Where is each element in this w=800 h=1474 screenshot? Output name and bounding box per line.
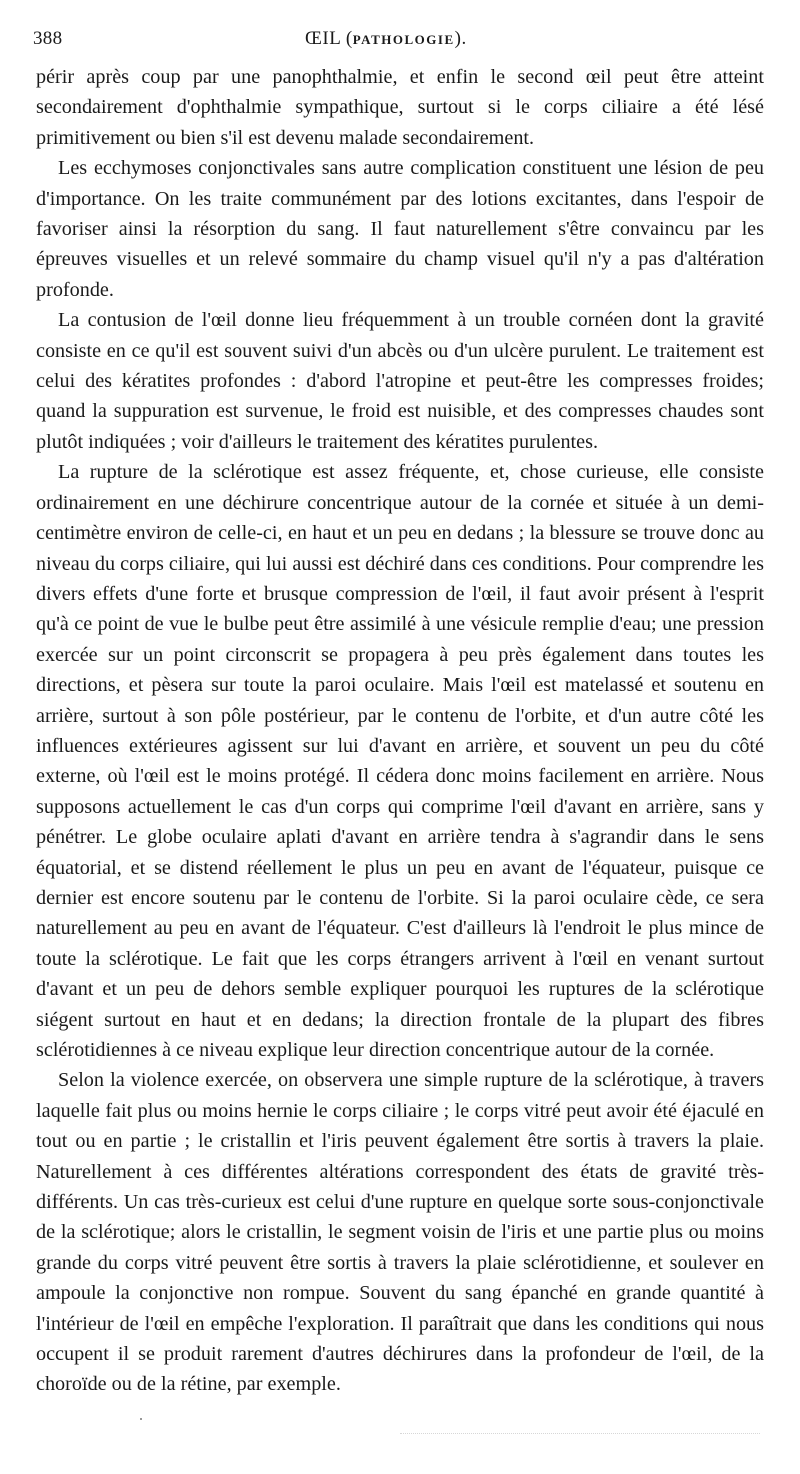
running-head-subtitle: PATHOLOGIE (352, 32, 455, 47)
paragraph-continuation: périr après coup par une panophthalmie, et enfin le second œil peut être atteint secondairement d'ophthalmie sympathique, surtout si le corps ciliaire a été lésé primitivement ou bien s'il est devenu malade secondairement. (36, 66, 764, 149)
running-head (305, 28, 467, 50)
paragraph-contusion: La contusion de l'œil donne lieu fréquemment à un trouble cornéen dont la gravité consiste en ce qu'il est souvent suivi d'un abcès ou d'un ulcère purulent. Le traitement est celui des kératites profondes : d'abord l'atropine et peut-être les compresses froides; quand la suppuration est survenue, le froid est nuisible, et des compresses chaudes sont plutôt indiquées ; voir d'ailleurs le traitement des kératites purulentes. (36, 309, 764, 453)
print-speck (140, 1418, 142, 1420)
paragraph-rupture-sclerotique: La rupture de la sclérotique est assez fréquente, et, chose curieuse, elle consiste ordinairement en une déchirure concentrique autour de la cornée et située à un demi-centimètre environ de celle-ci, en haut et un peu en dedans ; la blessure se trouve donc au niveau du corps ciliaire, qui lui aussi est déchiré dans ces conditions. Pour comprendre les divers effets d'une forte et brusque compression de l'œil, il faut avoir présent à l'esprit qu'à ce point de vue le bulbe peut être assimilé à une vésicule remplie d'eau; une pression exercée sur un point circonscrit se propagera à peu près également dans toutes les directions, et pèsera sur toute la paroi oculaire. Mais l'œil est matelassé et soutenu en arrière, surtout à son pôle postérieur, par le contenu de l'orbite, et d'un autre côté les influences extérieures agissent sur lui d'avant en arrière, et souvent un peu du côté externe, où l'œil est le moins protégé. Il cédera donc moins facilement en arrière. Nous supposons actuellement le cas d'un corps qui comprime l'œil d'avant en arrière, sans y pénétrer. Le globe oculaire aplati d'avant en arrière tendra à s'agrandir dans le sens équatorial, et se distend réellement le plus un peu en avant de l'équateur, puisque ce dernier est encore soutenu par le contenu de l'orbite. Si la paroi oculaire cède, ce sera naturellement au peu en avant de l'équateur. C'est d'ailleurs là l'endroit le plus mince de toute la sclérotique. Le fait que les corps étrangers arrivent à l'œil en venant surtout d'avant et un peu de dehors semble expliquer pourquoi les ruptures de la sclérotique siégent surtout en haut et en dedans; la direction frontale de la plupart des fibres sclérotidiennes à ce niveau explique leur direction concentrique autour de la cornée. (36, 461, 764, 1061)
running-head-close: ). (454, 28, 467, 49)
page-number: 388 (33, 28, 63, 49)
running-head-title: ŒIL ( (305, 28, 353, 49)
body-text (36, 62, 764, 1400)
bleed-through-marks (400, 1433, 760, 1440)
page-header (33, 28, 761, 56)
paragraph-ecchymoses: Les ecchymoses conjonctivales sans autre complication constituent une lésion de peu d'importance. On les traite communément par des lotions excitantes, dans l'espoir de favoriser ainsi la résorption du sang. Il faut naturellement s'être convaincu par les épreuves visuelles et un relevé sommaire du champ visuel qu'il n'y a pas d'altération profonde. (36, 157, 764, 301)
paragraph-violence: Selon la violence exercée, on observera une simple rupture de la sclérotique, à travers laquelle fait plus ou moins hernie le corps ciliaire ; le corps vitré peut avoir été éjaculé en tout ou en partie ; le cristallin et l'iris peuvent également être sortis à travers la plaie. Naturellement à ces différentes altérations correspondent des états de gravité très-différents. Un cas très-curieux est celui d'une rupture en quelque sorte sous-conjonctivale de la sclérotique; alors le cristallin, le segment voisin de l'iris et une partie plus ou moins grande du corps vitré peuvent être sortis à travers la plaie sclérotidienne, et soulever en ampoule la conjonctive non rompue. Souvent du sang épanché en grande quantité à l'intérieur de l'œil en empêche l'exploration. Il paraîtrait que dans les conditions qui nous occupent il se produit rarement d'autres déchirures dans la profondeur de l'œil, de la choroïde ou de la rétine, par exemple. (36, 1069, 764, 1396)
